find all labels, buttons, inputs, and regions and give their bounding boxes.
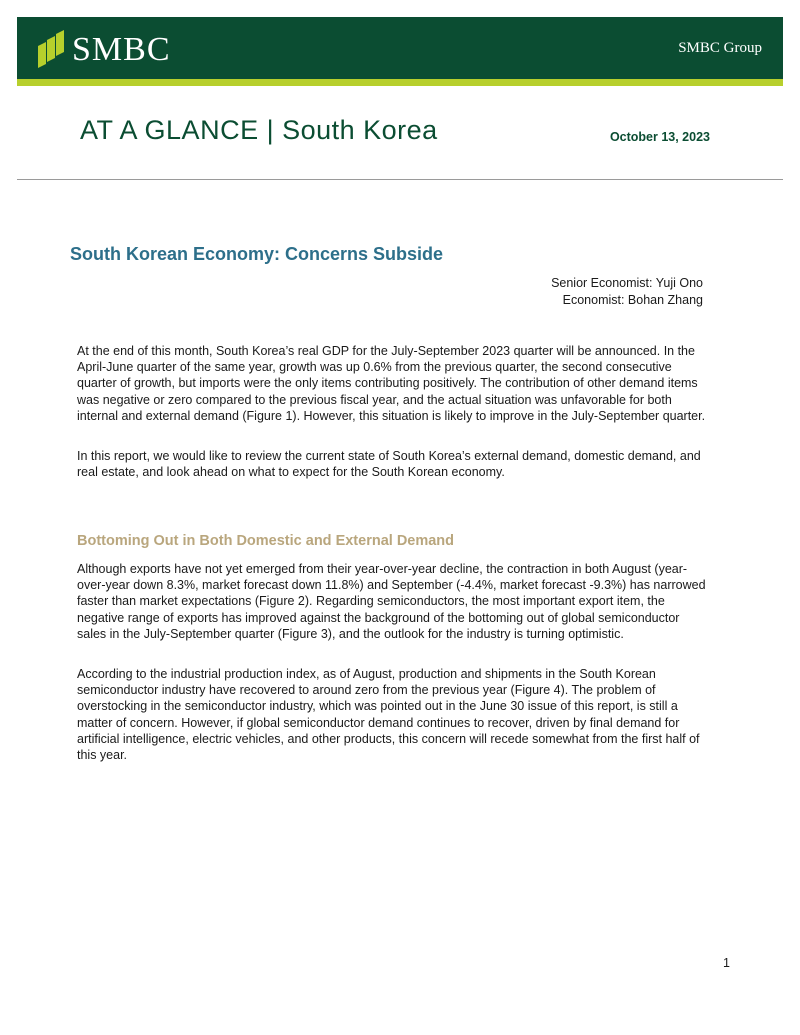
section-paragraph-1 (77, 561, 707, 642)
senior-economist: Senior Economist: Yuji Ono (551, 276, 703, 290)
smbc-logo (38, 30, 171, 70)
page-title: AT A GLANCE | South Korea (80, 115, 438, 145)
paragraph-text: Although exports have not yet emerged from their year-over-year decline, the contraction in both August (year-over-year down 8.3%, market forecast down 11.8%) and September (-4.4%, market forecast -9.3%) has narrowed faster than market expectations (Figure 2). Regarding semiconductors, the most important export item, the negative range of exports has improved against the background of the bottoming out of global semiconductor sales in the July-September quarter (Figure 3), and the outlook for the industry is turning optimistic. (77, 562, 706, 641)
paragraph-text: According to the industrial production index, as of August, production and shipments in the South Korean semiconductor industry have recovered to around zero from the previous year (Figure 4). The problem of overstocking in the semiconductor industry, which was pointed out in the June 30 issue of this report, is still a matter of concern. However, if global semiconductor demand continues to recover, driven by final demand for artificial intelligence, electric vehicles, and other products, this concern will recede somewhat from the first half of this year. (77, 667, 700, 763)
section-heading: Bottoming Out in Both Domestic and External Demand (77, 533, 455, 549)
smbc-leaf-logo-icon (38, 30, 64, 70)
divider (17, 179, 783, 180)
intro-paragraph-2 (77, 448, 707, 480)
intro-paragraph-1 (77, 343, 707, 424)
section-paragraph-2 (77, 666, 707, 763)
brand-name: SMBC (72, 31, 171, 68)
group-name: SMBC Group (678, 40, 762, 56)
economist: Economist: Bohan Zhang (562, 293, 703, 307)
header-accent-stripe (17, 79, 783, 86)
report-headline: South Korean Economy: Concerns Subside (70, 244, 444, 264)
paragraph-text: In this report, we would like to review the current state of South Korea’s external demand, domestic demand, and real estate, and look ahead on what to expect for the South Korean economy. (77, 449, 701, 480)
page-number: 1 (723, 956, 730, 970)
paragraph-text: At the end of this month, South Korea’s real GDP for the July-September 2023 quarter will be announced. In the April-June quarter of the same year, growth was up 0.6% from the previous quarter, the second consecutive quarter of growth, but imports were the only items contributing positively. The contribution of other demand items was negative or zero compared to the previous fiscal year, and the actual situation was unfavorable for both internal and external demand (Figure 1). However, this situation is likely to improve in the July-September quarter. (77, 344, 706, 423)
report-date: October 13, 2023 (609, 130, 710, 144)
author-block (551, 275, 703, 309)
